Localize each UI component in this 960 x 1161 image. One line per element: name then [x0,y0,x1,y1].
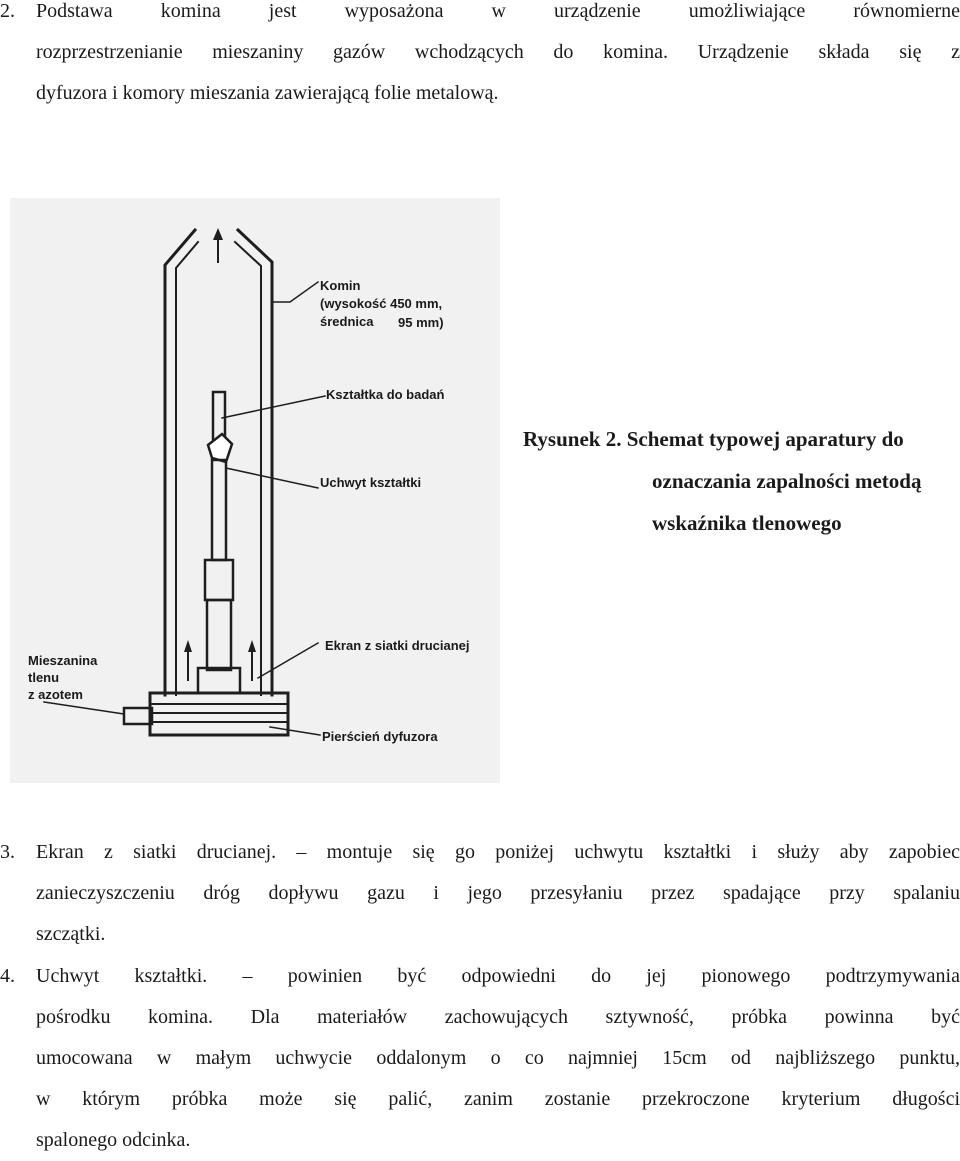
item-2-line-2: rozprzestrzenianie mieszaniny gazów wchodzących do komina. Urządzenie składa się z [36,41,960,63]
label-mixture-3: z azotem [28,687,83,702]
item-2-paragraph [0,0,960,114]
item-4-number: 4. [0,965,15,987]
label-chimney-diameter: średnica [320,314,374,329]
label-mixture-2: tlenu [28,670,60,685]
label-holder: Uchwyt kształtki [320,475,422,490]
item-4-line-5: spalonego odcinka. [36,1129,191,1151]
item-3-number: 3. [0,841,15,863]
item-3-line-3: szczątki. [36,923,106,945]
item-4-paragraph [0,956,960,1161]
label-specimen: Kształtka do badań [326,387,445,402]
label-screen: Ekran z siatki drucianej [325,638,470,653]
label-chimney-diameter-value: 95 mm) [398,315,444,330]
item-3-line-2: zanieczyszczeniu dróg dopływu gazu i jego przesyłaniu przez spadające przy spalaniu [36,882,960,904]
item-2-line-1: Podstawa komina jest wyposażona w urządzenie umożliwiające równomierne [36,0,960,22]
item-4-line-3: umocowana w małym uchwycie oddalonym o co najmniej 15cm od najbliższego punktu, [36,1047,960,1069]
label-chimney-height: (wysokość 450 mm, [320,296,443,311]
item-2-line-3: dyfuzora i komory mieszania zawierającą folie metalową. [36,82,499,104]
apparatus-diagram [0,195,960,795]
figure-caption-line-2: oznaczania zapalności metodą [652,469,922,493]
figure-caption-line-1: Rysunek 2. Schemat typowej aparatury do [523,427,904,451]
scan-background [10,198,500,783]
item-4-line-1: Uchwyt kształtki. – powinien być odpowiedni do jej pionowego podtrzymywania [36,965,960,987]
label-mixture-1: Mieszanina [28,653,98,668]
item-3-paragraph [0,832,960,955]
label-diffuser-ring: Pierścień dyfuzora [322,729,438,744]
label-chimney-title: Komin [320,278,361,293]
item-3-line-1: Ekran z siatki drucianej. – montuje się go poniżej uchwytu kształtki i służy aby zapobiec [36,841,960,863]
figure-caption-line-3: wskaźnika tlenowego [652,511,842,535]
item-4-line-4: w którym próbka może się palić, zanim zostanie przekroczone kryterium długości [36,1088,960,1110]
item-2-number: 2. [0,0,15,22]
item-4-line-2: pośrodku komina. Dla materiałów zachowujących sztywność, próbka powinna być [36,1006,960,1028]
